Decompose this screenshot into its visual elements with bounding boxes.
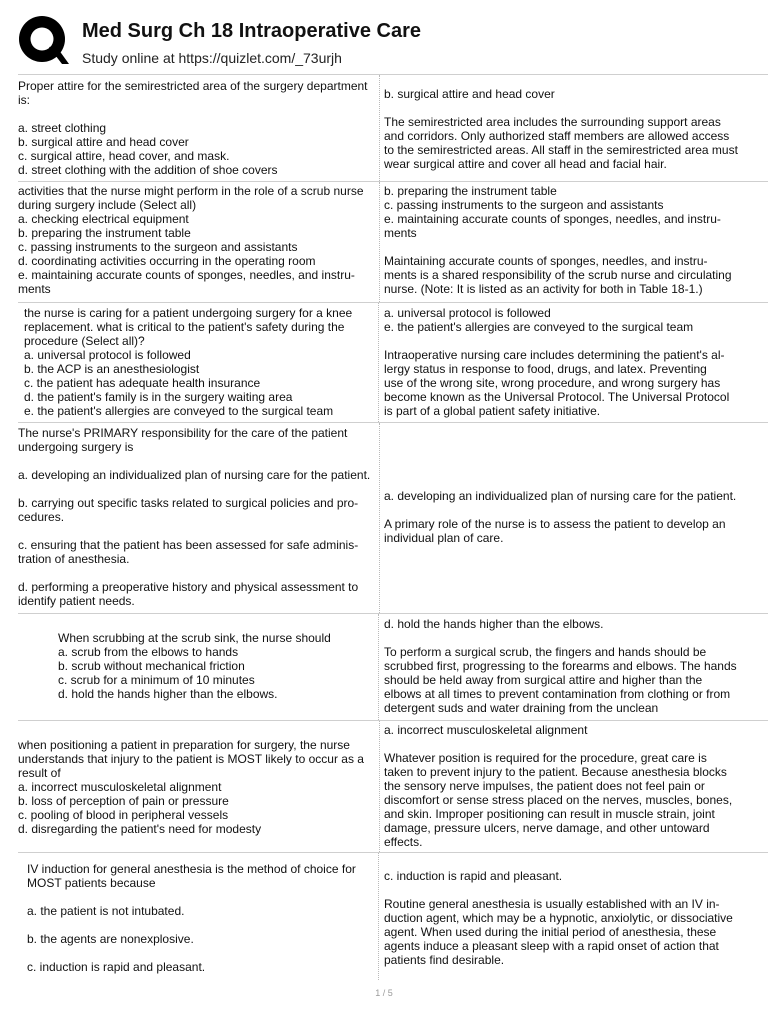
study-online-link[interactable]: Study online at https://quizlet.com/_73urjh	[82, 50, 342, 66]
quizlet-logo-icon	[18, 15, 70, 67]
flashcard	[18, 613, 768, 720]
flashcard	[18, 720, 768, 852]
question-text: activities that the nurse might perform in the role of a scrub nurse during surgery include (Select all) a. checking electrical equipment b. preparing the instrument table c. passing instruments to the surgeon and assistants d. coordinating activities occurring in the operating room e. maintaining accurate counts of sponges, needles, and instru- ments	[18, 182, 380, 302]
answer-text: c. induction is rapid and pleasant. Routine general anesthesia is usually established with an IV in- duction agent, which may be a hypnotic, anxiolytic, or dissociative agent. When used during the initial period of anesthesia, these agents induce a pleasant sleep with a rapid onset of action that patients find desirable.	[384, 869, 733, 967]
question-text: the nurse is caring for a patient undergoing surgery for a knee replacement. what is critical to the patient's safety during the procedure (Select all)? a. universal protocol is followed b. the ACP is an anesthesiologist c. the patient has adequate health insurance d. the patient's family is in the surgery waiting area e. the patient's allergies are conveyed to the surgical team	[18, 303, 379, 422]
flashcard	[18, 181, 768, 302]
page-title: Med Surg Ch 18 Intraoperative Care	[82, 20, 421, 42]
question-text: when positioning a patient in preparation for surgery, the nurse understands that injury to the patient is MOST likely to occur as a result of a. incorrect musculoskeletal alignment b. loss of perception of pain or pressure c. pooling of blood in peripheral vessels d. disregarding the patient's need for modesty	[18, 721, 380, 852]
flashcard	[18, 302, 768, 422]
flashcard	[18, 422, 768, 613]
answer-text: a. developing an individualized plan of nursing care for the patient. A primary role of the nurse is to assess the patient to develop an individual plan of care.	[384, 489, 737, 545]
answer-text: a. universal protocol is followed e. the patient's allergies are conveyed to the surgical team Intraoperative nursing care includes determining the patient's al- lergy status in response to food, drugs, and latex. Preventing use of the wrong site, wrong procedure, and wrong surgery has become known as the Universal Protocol. The Universal Protocol is part of a global patient safety initiative.	[384, 306, 730, 418]
page-header	[0, 0, 768, 75]
answer-text: b. surgical attire and head cover The semirestricted area includes the surrounding support areas and corridors. Only authorized staff members are allowed access to the semirestricted areas. All staff in the semirestricted area must wear surgical attire and cover all head and facial hair.	[384, 87, 738, 171]
question-text: The nurse's PRIMARY responsibility for the care of the patient undergoing surgery is a. developing an individualized plan of nursing care for the patient. b. carrying out specific tasks related to surgical policies and pro- cedures. c. ensuring that the patient has been assessed for safe adminis- tration of anesthesia. d. performing a preoperative history and physical assessment to identify patient needs.	[18, 423, 380, 613]
flashcard	[18, 74, 768, 181]
answer-text: a. incorrect musculoskeletal alignment Whatever position is required for the procedure, great care is taken to prevent injury to the patient. Because anesthesia blocks the sensory nerve impulses, the patient does not feel pain or discomfort or sense stress placed on the nerves, muscles, bones, and skin. Improper positioning can result in muscle strain, joint damage, pressure ulcers, nerve damage, and other untoward effects.	[384, 723, 733, 849]
question-text: Proper attire for the semirestricted area of the surgery department is: a. street clothing b. surgical attire and head cover c. surgical attire, head cover, and mask. d. street clothing with the addition of shoe covers	[18, 75, 380, 181]
answer-text: b. preparing the instrument table c. passing instruments to the surgeon and assistants e. maintaining accurate counts of sponges, needles, and instru- ments Maintaining accurate counts of sponges, needles, and instru- ments is a shared responsibility of the scrub nurse and circulating nurse. (Note: It is listed as an activity for both in Table 18-1.)	[384, 184, 732, 296]
flashcard	[18, 852, 768, 980]
question-text: IV induction for general anesthesia is the method of choice for MOST patients because a. the patient is not intubated. b. the agents are nonexplosive. c. induction is rapid and pleasant.	[18, 853, 379, 980]
question-text: When scrubbing at the scrub sink, the nurse should a. scrub from the elbows to hands b. scrub without mechanical friction c. scrub for a minimum of 10 minutes d. hold the hands higher than the elbows.	[18, 614, 379, 720]
answer-text: d. hold the hands higher than the elbows. To perform a surgical scrub, the fingers and hands should be scrubbed first, progressing to the forearms and elbows. The hands should be held away from surgical attire and higher than the elbows at all times to prevent contamination from clothing or from detergent suds and water draining from the unclean	[384, 617, 737, 715]
page-number: 1 / 5	[375, 988, 393, 998]
